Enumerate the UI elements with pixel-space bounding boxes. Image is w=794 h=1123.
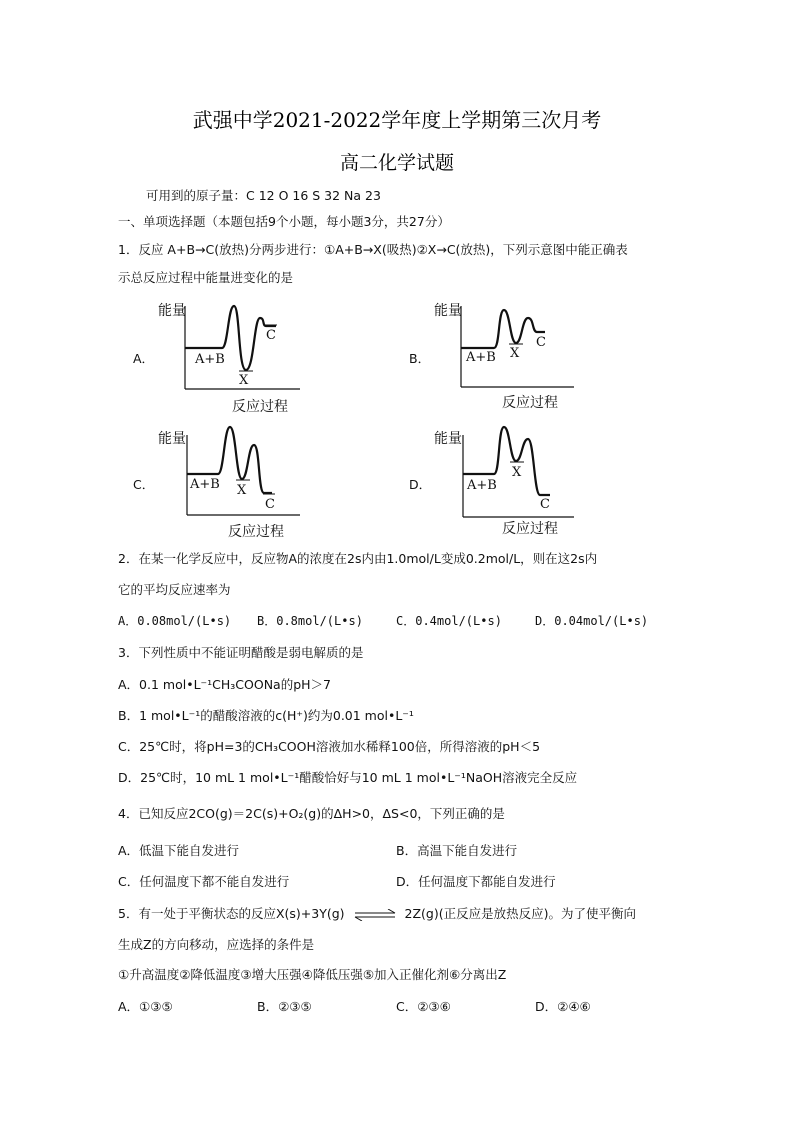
y-axis-label: 能量: [158, 431, 186, 447]
q2-option-b: B．0.8mol/(L•s): [257, 614, 363, 628]
x-axis-label: 反应过程: [502, 521, 558, 537]
product-label: C: [266, 328, 276, 343]
energy-diagram-c: [158, 423, 308, 543]
reactant-label: A+B: [190, 477, 220, 492]
q2-option-d: D．0.04mol/(L•s): [535, 614, 649, 628]
reactant-label: A+B: [466, 350, 496, 365]
q5-option-d: D．②④⑥: [535, 999, 591, 1014]
intermediate-label: X: [510, 346, 520, 361]
q5-stem-pre: 5．有一处于平衡状态的反应X(s)+3Y(g): [118, 906, 345, 921]
q1-option-a-label: A．: [133, 351, 155, 366]
q4-option-d: D．任何温度下都能自发进行: [396, 874, 556, 889]
product-label: C: [540, 497, 550, 512]
q1-option-d-label: D．: [409, 477, 432, 492]
y-axis-label: 能量: [434, 431, 462, 447]
exam-title: 武强中学2021-2022学年度上学期第三次月考: [192, 108, 602, 132]
q1-stem-line2: 示总反应过程中能量进变化的是: [118, 270, 294, 285]
q2-option-c: C．0.4mol/(L•s): [396, 614, 502, 628]
q5-option-a: A．①③⑤: [118, 999, 173, 1014]
q4-option-a: A．低温下能自发进行: [118, 843, 240, 858]
q5-stem-line1: [118, 906, 636, 922]
x-axis-label: 反应过程: [228, 524, 284, 540]
product-label: C: [265, 497, 275, 512]
x-axis-label: 反应过程: [502, 395, 558, 411]
q3-option-c: C．25℃时，将pH=3的CH₃COOH溶液加水稀释100倍，所得溶液的pH＜5: [118, 739, 541, 754]
y-axis-label: 能量: [158, 303, 186, 319]
q5-conditions: ①升高温度②降低温度③增大压强④降低压强⑤加入正催化剂⑥分离出Z: [118, 967, 507, 982]
q2-stem-line1: 2．在某一化学反应中，反应物A的浓度在2s内由1.0mol/L变成0.2mol/L，则在这2s内: [118, 551, 598, 566]
reactant-label: A+B: [195, 352, 225, 367]
q3-stem: 3．下列性质中不能证明醋酸是弱电解质的是: [118, 645, 364, 660]
q4-option-b: B．高温下能自发进行: [396, 843, 518, 858]
q5-option-c: C．②③⑥: [396, 999, 451, 1014]
equilibrium-arrow-icon: [353, 909, 397, 921]
q3-option-b: B．1 mol•L⁻¹的醋酸溶液的c(H⁺)约为0.01 mol•L⁻¹: [118, 708, 414, 723]
product-label: C: [536, 335, 546, 350]
section-heading: 一、单项选择题（本题包括9个小题，每小题3分，共27分）: [118, 214, 450, 229]
intermediate-label: X: [512, 465, 522, 480]
atomic-masses: 可用到的原子量：C 12 O 16 S 32 Na 23: [146, 188, 381, 203]
q4-option-c: C．任何温度下都不能自发进行: [118, 874, 290, 889]
energy-curve: [461, 310, 545, 348]
q5-option-b: B．②③⑤: [257, 999, 312, 1014]
q3-option-d: D．25℃时，10 mL 1 mol•L⁻¹醋酸恰好与10 mL 1 mol•L⁻¹NaOH溶液完全反应: [118, 770, 578, 785]
energy-diagram-b: [434, 298, 584, 418]
q1-stem-line1: 1．反应 A+B→C(放热)分两步进行：①A+B→X(吸热)②X→C(放热)，下列示意图中能正确表: [118, 242, 628, 257]
energy-diagram-d: [434, 423, 584, 543]
exam-subtitle: 高二化学试题: [339, 152, 454, 174]
q5-stem-post: 2Z(g)(正反应是放热反应)。为了使平衡向: [404, 906, 636, 921]
energy-diagram-a: [158, 298, 308, 418]
q2-stem-line2: 它的平均反应速率为: [118, 582, 231, 597]
y-axis-label: 能量: [434, 303, 462, 319]
x-axis-label: 反应过程: [232, 399, 288, 415]
reactant-label: A+B: [467, 478, 497, 493]
q1-option-c-label: C．: [133, 477, 155, 492]
intermediate-label: X: [239, 373, 249, 388]
q4-stem: 4．已知反应2CO(g)＝2C(s)+O₂(g)的ΔH>0，ΔS<0，下列正确的是: [118, 806, 505, 821]
intermediate-label: X: [237, 483, 247, 498]
q3-option-a: A．0.1 mol•L⁻¹CH₃COONa的pH＞7: [118, 677, 331, 692]
q2-option-a: A．0.08mol/(L•s): [118, 614, 232, 628]
q1-option-b-label: B．: [409, 351, 431, 366]
q5-stem-line2: 生成Z的方向移动，应选择的条件是: [118, 937, 315, 952]
